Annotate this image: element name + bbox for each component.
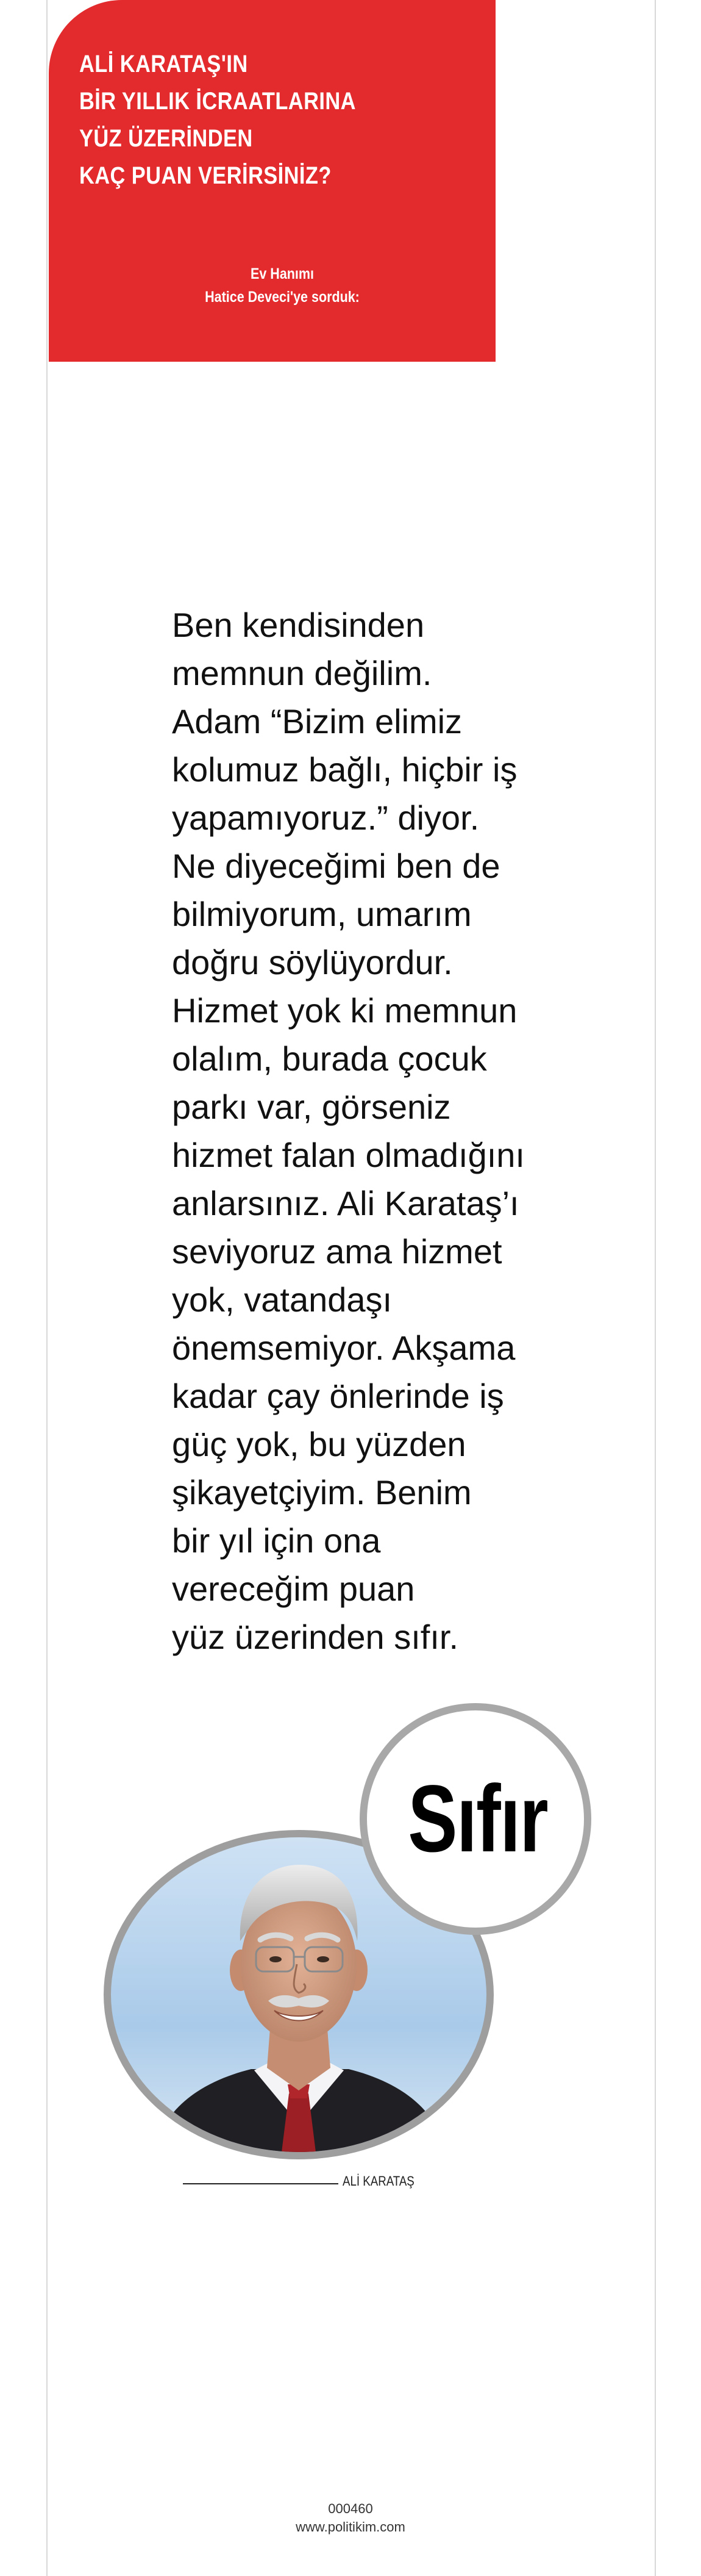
quote-line: parkı var, görseniz <box>172 1088 451 1126</box>
quote-line: kolumuz bağlı, hiçbir iş <box>172 750 518 789</box>
quote-line: güç yok, bu yüzden <box>172 1425 466 1463</box>
quote-line: şikayetçiyim. Benim <box>172 1473 472 1512</box>
interviewee-intro <box>151 262 413 309</box>
quote-line: vereceğim puan <box>172 1570 415 1608</box>
quote-line: Ben kendisinden <box>172 606 425 644</box>
quote-line: yok, vatandaşı <box>172 1280 393 1319</box>
caption-rule <box>183 2183 338 2184</box>
quote-line: hizmet falan olmadığını <box>172 1136 525 1174</box>
quote-line: önemsemiyor. Akşama <box>172 1329 516 1367</box>
headline-line: BİR YILLIK İCRAATLARINA <box>79 88 356 115</box>
quote-line: olalım, burada çocuk <box>172 1039 487 1078</box>
photo-caption: ALİ KARATAŞ <box>343 2173 415 2189</box>
interviewee-occupation: Ev Hanımı <box>251 265 314 282</box>
ad-code: 000460 <box>328 2501 373 2516</box>
headline <box>79 46 394 195</box>
quote-text <box>172 601 562 1661</box>
website-link[interactable]: www.politikim.com <box>296 2519 405 2535</box>
quote-line: kadar çay önlerinde iş <box>172 1377 504 1415</box>
quote-line: Hizmet yok ki memnun <box>172 991 518 1030</box>
score-label: Sıfır <box>408 1766 548 1872</box>
quote-line: seviyoruz ama hizmet <box>172 1232 502 1271</box>
footer <box>244 2500 457 2536</box>
headline-line: ALİ KARATAŞ'IN <box>79 51 248 77</box>
quote-line: bilmiyorum, umarım <box>172 895 472 933</box>
quote-line: anlarsınız. Ali Karataş’ı <box>172 1184 519 1222</box>
headline-line: KAÇ PUAN VERİRSİNİZ? <box>79 162 332 189</box>
quote-line: yapamıyoruz.” diyor. <box>172 798 480 837</box>
quote-line: memnun değilim. <box>172 654 432 692</box>
quote-line: bir yıl için ona <box>172 1521 381 1560</box>
quote-line: Adam “Bizim elimiz <box>172 702 463 741</box>
interviewee-name: Hatice Deveci'ye sorduk: <box>205 289 360 306</box>
quote-line: doğru söylüyordur. <box>172 943 453 981</box>
headline-line: YÜZ ÜZERİNDEN <box>79 125 253 152</box>
quote-line: Ne diyeceğimi ben de <box>172 847 500 885</box>
quote-line: yüz üzerinden sıfır. <box>172 1618 459 1656</box>
score-badge <box>360 1703 591 1935</box>
